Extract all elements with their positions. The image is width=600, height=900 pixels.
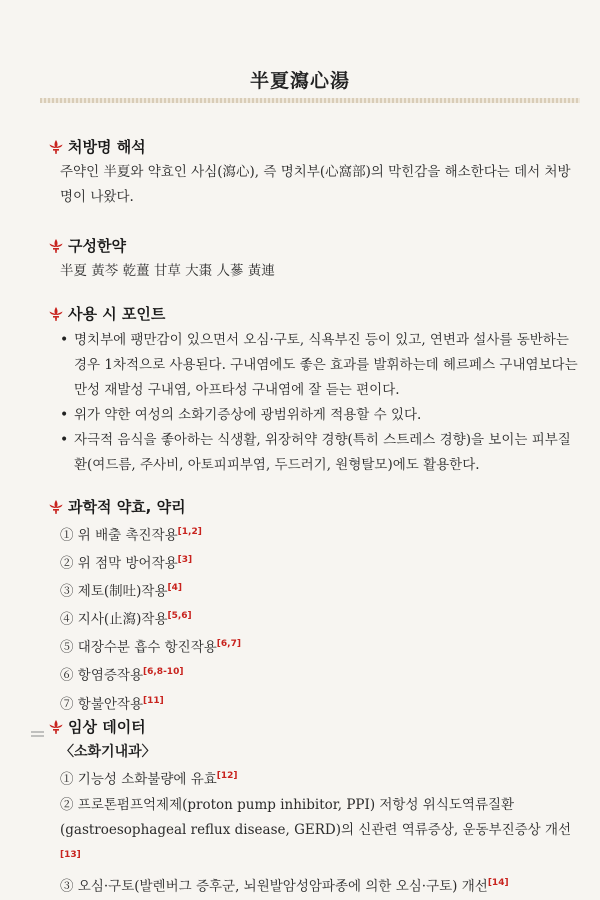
item-text: 대장수분 흡수 항진작용 bbox=[77, 639, 217, 656]
list-item: • 위가 약한 여성의 소화기증상에 광범위하게 적용할 수 있다. bbox=[60, 403, 582, 428]
reference-mark: [1,2] bbox=[177, 527, 202, 537]
fleur-de-lis-icon bbox=[48, 719, 64, 735]
item-number: ④ bbox=[60, 611, 74, 628]
item-text: 오심·구토(발렌버그 증후군, 뇌원발암성암파종에 의한 오심·구토) 개선 bbox=[77, 878, 488, 895]
reference-mark: [3] bbox=[177, 555, 193, 566]
reference-mark: [6,7] bbox=[216, 639, 241, 650]
list-item bbox=[60, 764, 582, 793]
section-heading-label: 구성한약 bbox=[68, 237, 126, 255]
clinical-subheading: 〈소화기내과〉 bbox=[60, 744, 156, 760]
fleur-de-lis-icon bbox=[48, 499, 64, 515]
item-text: 항염증작용 bbox=[77, 667, 144, 684]
item-text: 지사(止瀉)작용 bbox=[77, 611, 168, 628]
section-heading-interpretation bbox=[48, 136, 146, 157]
item-number: ⑦ bbox=[60, 696, 74, 713]
list-item: • 자극적 음식을 좋아하는 식생활, 위장허약 경향(특히 스트레스 경향)을 보이는 피부질환(여드름, 주사비, 아토피피부염, 두드러기, 원형탈모)에도 활용한다. bbox=[60, 428, 582, 478]
list-item bbox=[60, 576, 580, 604]
fleur-de-lis-icon bbox=[48, 238, 64, 254]
dash-mark-icon bbox=[30, 729, 46, 739]
list-item bbox=[60, 660, 580, 688]
item-number: ③ bbox=[60, 878, 74, 895]
reference-mark: [11] bbox=[143, 695, 164, 706]
item-number: ② bbox=[60, 796, 74, 813]
section-heading-points bbox=[48, 303, 165, 324]
section-heading-science bbox=[48, 496, 186, 517]
list-item bbox=[60, 520, 580, 548]
reference-mark: [6,8-10] bbox=[143, 667, 184, 678]
fleur-de-lis-icon bbox=[48, 306, 64, 322]
item-number: ⑥ bbox=[60, 667, 74, 684]
section-heading-label: 과학적 약효, 약리 bbox=[68, 498, 186, 516]
clinical-list bbox=[60, 764, 582, 900]
list-item: • 명치부에 팽만감이 있으면서 오심·구토, 식욕부진 등이 있고, 연변과 설사를 동반하는 경우 1차적으로 사용된다. 구내염에도 좋은 효과를 발휘하는데 헤르페스 구내염보다는 만성 재발성 구내염, 아프타성 구내염에 잘 듣는 편이다. bbox=[60, 328, 582, 403]
composition-text: 半夏 黃芩 乾薑 甘草 大棗 人蔘 黃連 bbox=[60, 263, 275, 279]
item-number: ① bbox=[60, 771, 74, 788]
list-item bbox=[60, 871, 582, 900]
reference-mark: [5,6] bbox=[167, 611, 192, 622]
section-heading-label: 임상 데이터 bbox=[68, 718, 146, 736]
item-number: ② bbox=[60, 555, 74, 572]
page-title: 半夏瀉心湯 bbox=[249, 70, 350, 92]
section-heading-label: 처방명 해석 bbox=[68, 138, 146, 156]
item-text: 위 점막 방어작용 bbox=[77, 555, 178, 572]
reference-mark: [4] bbox=[167, 583, 182, 594]
fleur-de-lis-icon bbox=[48, 139, 64, 155]
item-text: 프로톤펌프억제제(proton pump inhibitor, PPI) 저항성 위식도역류질환(gastroesophageal reflux disease, GERD)의 신관련 역류증상, 운동부진증상 개선 bbox=[60, 796, 572, 838]
item-text: 기능성 소화불량에 유효 bbox=[77, 771, 217, 788]
list-item bbox=[60, 793, 582, 872]
item-number: ⑤ bbox=[60, 639, 74, 656]
item-number: ① bbox=[60, 527, 74, 544]
item-number: ③ bbox=[60, 583, 74, 600]
reference-mark: [13] bbox=[60, 849, 81, 860]
reference-mark: [12] bbox=[216, 771, 238, 781]
item-text: 위 배출 촉진작용 bbox=[77, 527, 178, 544]
list-item bbox=[60, 604, 580, 632]
points-list bbox=[60, 328, 582, 478]
title-divider bbox=[40, 98, 580, 103]
list-item bbox=[60, 632, 580, 660]
list-item bbox=[60, 548, 580, 576]
interpretation-text: 주약인 半夏와 약효인 사심(瀉心), 즉 명치부(心窩部)의 막힌감을 해소한다는 데서 처방명이 나왔다. bbox=[60, 164, 571, 205]
reference-mark: [14] bbox=[487, 878, 509, 888]
section-heading-composition bbox=[48, 235, 126, 256]
item-text: 항불안작용 bbox=[77, 696, 144, 713]
item-text: 제토(制吐)작용 bbox=[77, 583, 168, 600]
section-heading-label: 사용 시 포인트 bbox=[68, 305, 166, 323]
list-item bbox=[60, 689, 580, 717]
science-list bbox=[60, 520, 580, 717]
section-heading-clinical bbox=[48, 716, 146, 737]
